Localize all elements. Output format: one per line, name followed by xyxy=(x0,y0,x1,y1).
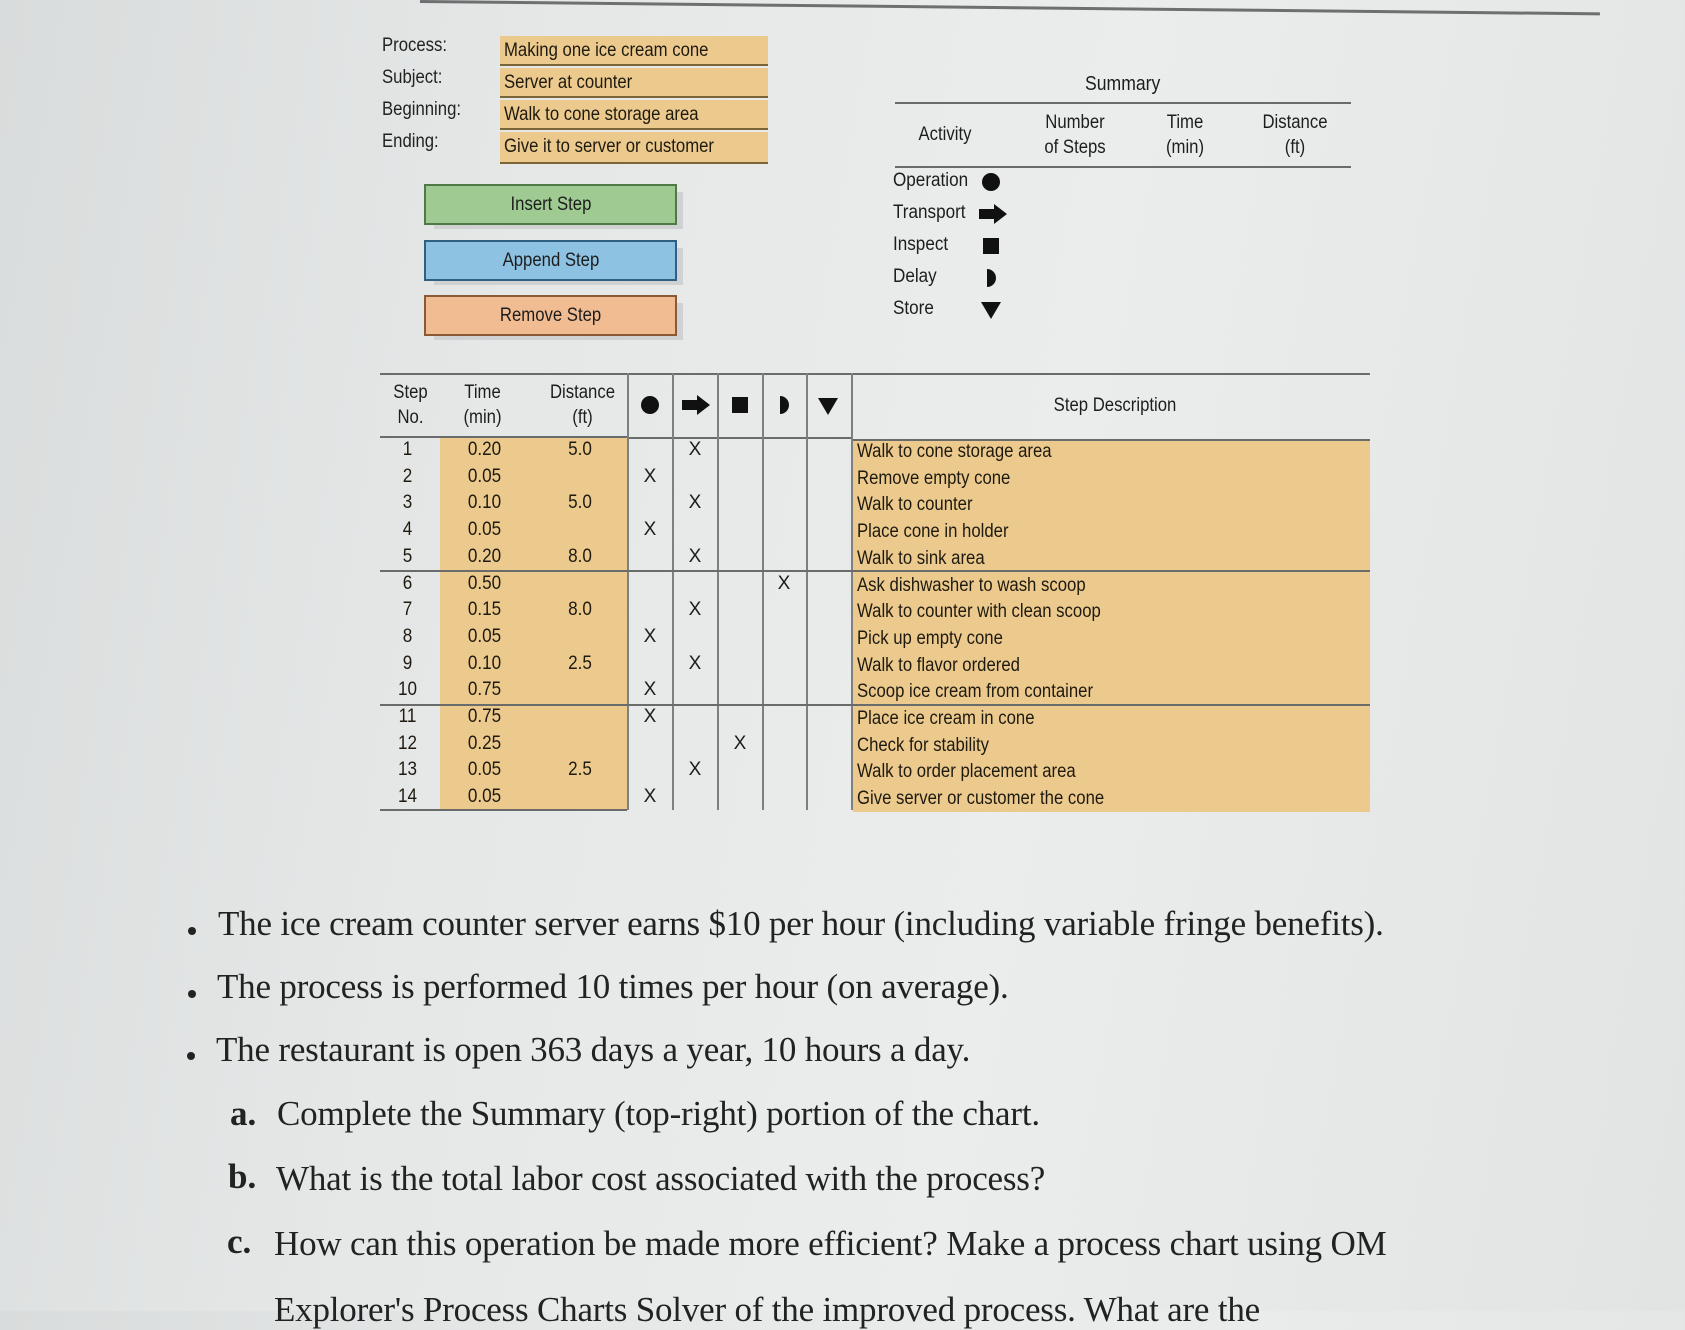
step-number: 3 xyxy=(402,492,413,514)
step-description[interactable]: Place cone in holder xyxy=(857,521,1009,543)
time-cell[interactable]: 0.05 xyxy=(467,625,502,647)
step-description[interactable]: Walk to order placement area xyxy=(857,761,1076,783)
step-number: 2 xyxy=(402,465,413,487)
transport-mark[interactable]: X xyxy=(688,439,702,460)
step-number: 13 xyxy=(397,759,418,781)
summary-time-header: Time (min) xyxy=(1165,112,1205,158)
transport-arrow-icon xyxy=(978,203,1008,225)
subject-value: Server at counter xyxy=(504,72,633,93)
process-field[interactable] xyxy=(500,36,768,66)
step-number: 5 xyxy=(402,545,413,567)
step-description[interactable]: Walk to cone storage area xyxy=(857,441,1052,462)
inspect-column-icon xyxy=(730,395,750,420)
store-triangle-icon xyxy=(980,299,1002,321)
bullet-frequency: The process is performed 10 times per hour (on average). xyxy=(217,967,1009,1006)
ending-field[interactable] xyxy=(500,132,768,164)
operation-column-icon xyxy=(640,395,660,420)
remove-step-label: Remove Step xyxy=(499,304,602,326)
part-a-text: Complete the Summary (top-right) portion of the chart. xyxy=(277,1094,1040,1133)
step-description[interactable]: Scoop ice cream from container xyxy=(857,681,1094,703)
beginning-value: Walk to cone storage area xyxy=(504,104,699,125)
inspect-mark[interactable]: X xyxy=(733,732,747,754)
delay-column-icon xyxy=(774,395,794,420)
step-number: 10 xyxy=(397,679,418,701)
distance-cell[interactable]: 2.5 xyxy=(568,652,592,674)
time-header: Time (min) xyxy=(463,382,502,428)
operation-mark[interactable]: X xyxy=(643,465,657,487)
time-cell[interactable]: 0.20 xyxy=(467,439,502,460)
append-step-label: Append Step xyxy=(502,249,599,271)
step-description[interactable]: Place ice cream in cone xyxy=(857,708,1035,729)
step-description[interactable]: Ask dishwasher to wash scoop xyxy=(857,574,1086,596)
part-c-text: How can this operation be made more efficient? Make a process chart using OM xyxy=(274,1224,1387,1263)
legend-transport: Transport xyxy=(893,202,966,223)
beginning-field[interactable] xyxy=(500,100,768,130)
bullet-icon xyxy=(188,990,196,998)
summary-header-rule xyxy=(895,166,1351,168)
step-number: 14 xyxy=(397,786,418,808)
bullet-icon xyxy=(188,927,196,935)
header-rule-mid xyxy=(627,437,853,439)
operation-mark[interactable]: X xyxy=(643,519,657,541)
time-cell[interactable]: 0.75 xyxy=(467,679,502,701)
distance-cell[interactable]: 8.0 xyxy=(568,545,592,567)
time-cell[interactable]: 0.25 xyxy=(467,732,502,754)
distance-cell[interactable]: 5.0 xyxy=(568,492,592,514)
step-number: 1 xyxy=(402,439,413,460)
bullet-wage: The ice cream counter server earns $10 per hour (including variable fringe benefits). xyxy=(218,904,1384,943)
step-no-header: Step No. xyxy=(393,382,428,428)
distance-cell[interactable]: 2.5 xyxy=(568,759,592,781)
time-cell[interactable]: 0.10 xyxy=(467,492,502,514)
subject-field[interactable] xyxy=(500,68,768,98)
col-divider xyxy=(627,373,629,810)
step-number: 8 xyxy=(402,625,413,647)
delay-half-circle-icon xyxy=(980,267,1002,289)
time-cell[interactable]: 0.10 xyxy=(467,652,502,674)
summary-steps-header: Number of Steps xyxy=(1044,112,1106,158)
step-number: 7 xyxy=(402,599,413,621)
step-number: 9 xyxy=(402,652,413,674)
beginning-label: Beginning: xyxy=(382,99,462,120)
part-c-continuation: Explorer's Process Charts Solver of the improved process. What are the xyxy=(274,1290,1260,1329)
bullet-hours: The restaurant is open 363 days a year, 10 hours a day. xyxy=(216,1030,971,1069)
distance-cell[interactable]: 8.0 xyxy=(568,599,592,621)
time-cell[interactable]: 0.75 xyxy=(467,706,502,727)
transport-mark[interactable]: X xyxy=(688,599,702,621)
inspect-square-icon xyxy=(980,235,1002,257)
step-description[interactable]: Walk to flavor ordered xyxy=(857,654,1020,676)
step-description[interactable]: Walk to counter with clean scoop xyxy=(857,601,1101,623)
transport-column-icon xyxy=(681,395,711,420)
legend-delay: Delay xyxy=(893,266,937,287)
operation-circle-icon xyxy=(980,171,1002,193)
top-divider xyxy=(420,0,1600,15)
transport-mark[interactable]: X xyxy=(688,492,702,514)
insert-step-button[interactable] xyxy=(424,184,677,225)
operation-mark[interactable]: X xyxy=(643,679,657,701)
step-number: 6 xyxy=(402,572,413,594)
time-cell[interactable]: 0.20 xyxy=(467,545,502,567)
store-column-icon xyxy=(817,396,839,421)
process-value: Making one ice cream cone xyxy=(504,40,709,61)
summary-distance-header: Distance (ft) xyxy=(1262,112,1328,158)
ending-value: Give it to server or customer xyxy=(504,136,714,157)
summary-activity-header: Activity xyxy=(918,124,972,145)
insert-step-label: Insert Step xyxy=(510,193,591,215)
time-cell[interactable]: 0.05 xyxy=(467,465,502,487)
step-description-header: Step Description xyxy=(1053,395,1177,416)
part-b-text: What is the total labor cost associated with the process? xyxy=(276,1159,1046,1198)
part-c-letter: c. xyxy=(227,1222,252,1261)
step-description[interactable]: Give server or customer the cone xyxy=(857,788,1105,810)
ending-label: Ending: xyxy=(382,131,439,152)
time-cell[interactable]: 0.50 xyxy=(467,572,502,594)
append-step-button[interactable] xyxy=(424,240,677,281)
operation-mark[interactable]: X xyxy=(643,625,657,647)
subject-label: Subject: xyxy=(382,67,443,88)
col-divider xyxy=(806,373,808,810)
process-label: Process: xyxy=(382,35,448,56)
delay-mark[interactable]: X xyxy=(777,572,791,594)
summary-title: Summary xyxy=(1085,73,1161,95)
operation-mark[interactable]: X xyxy=(643,786,657,808)
legend-operation: Operation xyxy=(893,170,969,191)
distance-header: Distance (ft) xyxy=(549,382,616,428)
step-description[interactable]: Remove empty cone xyxy=(857,467,1011,489)
col-divider xyxy=(851,373,853,810)
part-a-letter: a. xyxy=(230,1094,257,1133)
step-description[interactable]: Pick up empty cone xyxy=(857,627,1003,649)
transport-mark[interactable]: X xyxy=(688,759,702,781)
summary-top-rule xyxy=(895,102,1351,104)
distance-cell[interactable]: 5.0 xyxy=(568,439,592,460)
table-top-rule xyxy=(380,373,1370,375)
step-number: 11 xyxy=(398,706,417,727)
part-b-letter: b. xyxy=(228,1157,257,1196)
time-cell[interactable]: 0.05 xyxy=(467,759,502,781)
legend-store: Store xyxy=(893,298,934,319)
operation-mark[interactable]: X xyxy=(643,706,657,727)
step-description[interactable]: Walk to sink area xyxy=(857,547,985,569)
step-description[interactable]: Check for stability xyxy=(857,734,989,756)
step-number: 12 xyxy=(397,732,418,754)
step-number: 4 xyxy=(402,519,413,541)
transport-mark[interactable]: X xyxy=(688,545,702,567)
legend-inspect: Inspect xyxy=(893,234,949,255)
step-description[interactable]: Walk to counter xyxy=(857,494,973,516)
time-cell[interactable]: 0.05 xyxy=(467,786,502,808)
transport-mark[interactable]: X xyxy=(688,652,702,674)
time-cell[interactable]: 0.15 xyxy=(467,599,502,621)
bullet-icon xyxy=(187,1052,195,1060)
remove-step-button[interactable] xyxy=(424,295,677,336)
time-cell[interactable]: 0.05 xyxy=(467,519,502,541)
